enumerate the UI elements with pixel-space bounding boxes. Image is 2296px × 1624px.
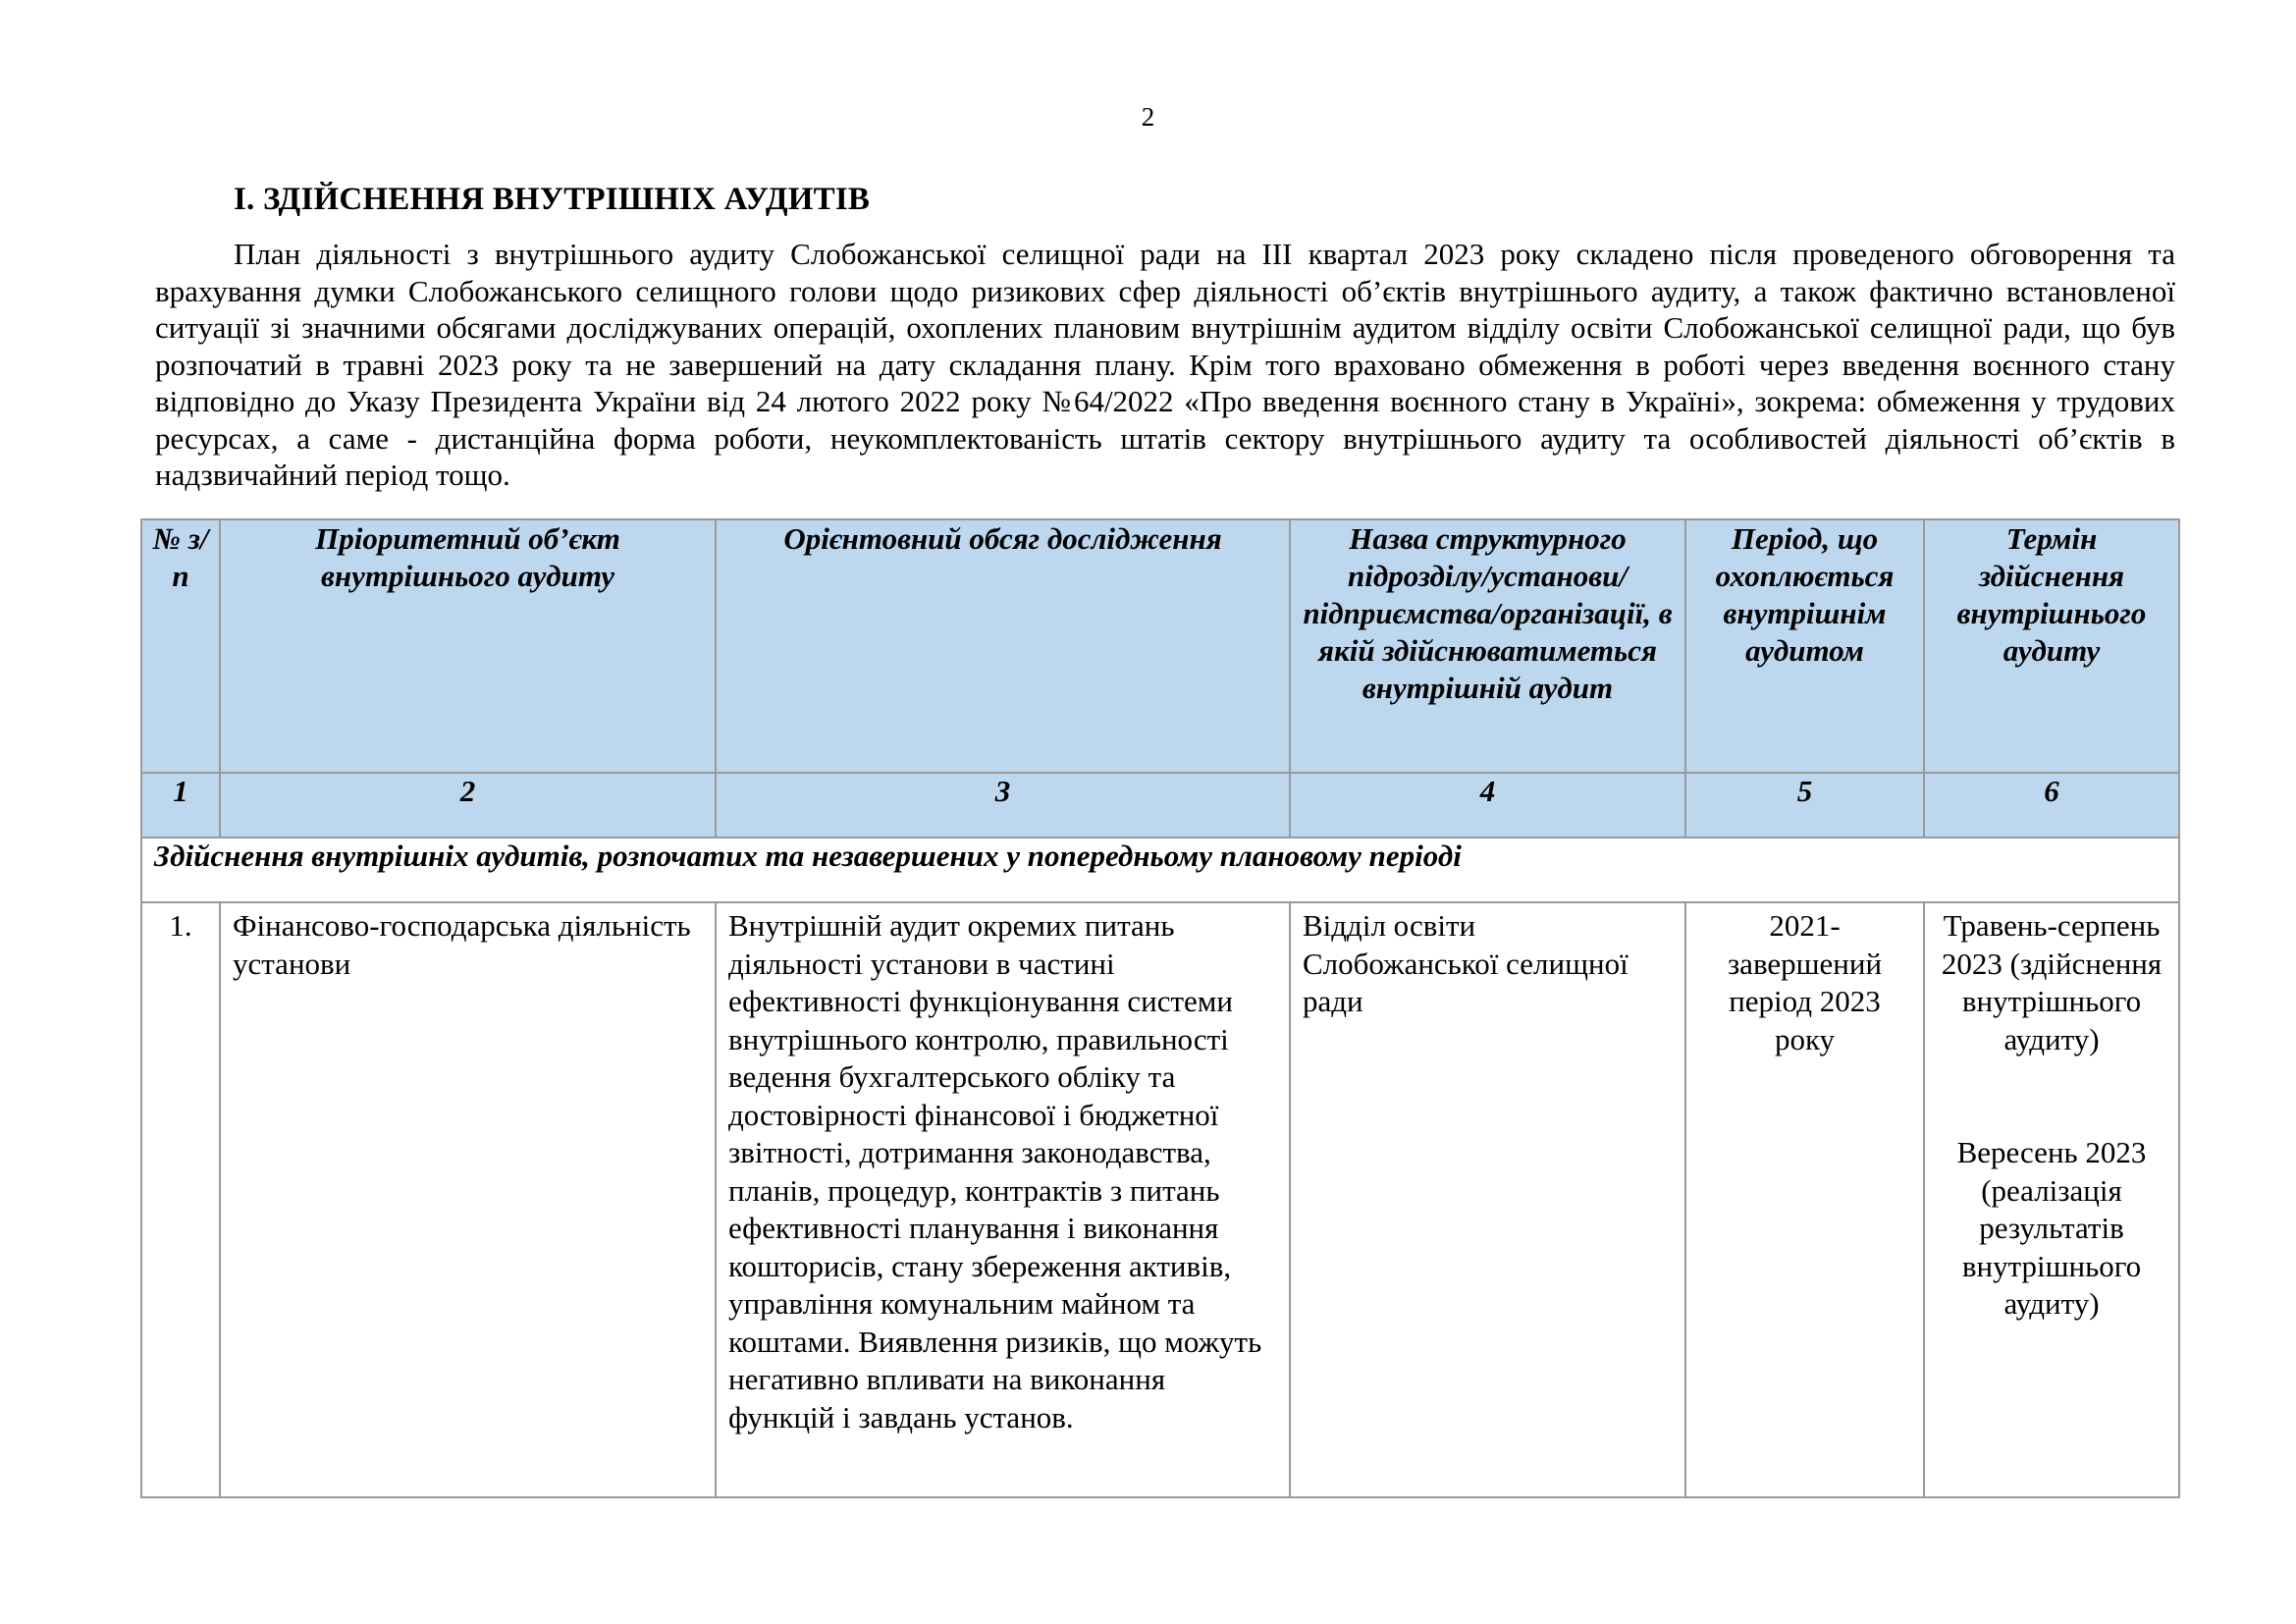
header-cell-object: Пріоритетний об’єкт внутрішнього аудиту [220,519,716,773]
term-implementation: Вересень 2023 (реалізація результатів внутрішнього аудиту) [1956,1135,2147,1321]
header-cell-period: Період, що охоплюється внутрішнім аудитом [1685,519,1924,773]
header-cell-scope: Орієнтовний обсяг дослідження [716,519,1290,773]
header-cell-number: № з/п [141,519,220,773]
audit-plan-table [140,518,2180,1498]
column-number: 4 [1290,773,1685,838]
column-number: 3 [716,773,1290,838]
row-unit: Відділ освіти Слобожанської селищної ради [1290,902,1685,1497]
column-number-row [141,773,2179,838]
table-row [141,902,2179,1497]
group-title: Здійснення внутрішніх аудитів, розпочатих та незавершених у попередньому плановому періоді [141,838,2179,902]
row-term [1924,902,2179,1497]
row-scope: Внутрішній аудит окремих питань діяльності установи в частині ефективності функціонування системи внутрішнього контролю, правильності ведення бухгалтерського обліку та достовірності фінансової і бюджетної звітності, дотримання законодавства, планів, процедур, контрактів з питань ефективності планування і виконання кошторисів, стану збереження активів, управління комунальним майном та коштами. Виявлення ризиків, що можуть негативно впливати на виконання функцій і завдань установ. [716,902,1290,1497]
group-title-row [141,838,2179,902]
term-spacer [1937,1058,2166,1134]
section-title: І. ЗДІЙСНЕННЯ ВНУТРІШНІХ АУДИТІВ [234,182,871,217]
row-period: 2021-завершений період 2023 року [1685,902,1924,1497]
header-cell-term: Термін здійснення внутрішнього аудиту [1924,519,2179,773]
row-object: Фінансово-господарська діяльність установи [220,902,716,1497]
column-number: 1 [141,773,220,838]
page-number: 2 [1141,102,1155,132]
table-header-row [141,519,2179,773]
column-number: 2 [220,773,716,838]
column-number: 6 [1924,773,2179,838]
intro-paragraph: План діяльності з внутрішнього аудиту Слобожанської селищної ради на ІІІ квартал 2023 року складено після проведеного обговорення та врахування думки Слобожанського селищного голови щодо ризикових сфер діяльності об’єктів внутрішнього аудиту, а також фактично встановленої ситуації зі значними обсягами досліджуваних операцій, охоплених плановим внутрішнім аудитом відділу освіти Слобожанської селищної ради, що був розпочатий в травні 2023 року та не завершений на дату складання плану. Крім того враховано обмеження в роботі через введення воєнного стану відповідно до Указу Президента України від 24 лютого 2022 року №64/2022 «Про введення воєнного стану в Україні», зокрема: обмеження у трудових ресурсах, а саме - дистанційна форма роботи, неукомплектованість штатів сектору внутрішнього аудиту та особливостей діяльності об’єктів в надзвичайний період тощо. [155,237,2175,492]
row-number: 1. [141,902,220,1497]
header-cell-unit: Назва структурного підрозділу/установи/ підприємства/організації, в якій здійснюватиметься внутрішній аудит [1290,519,1685,773]
column-number: 5 [1685,773,1924,838]
term-audit: Травень-серпень 2023 (здійснення внутрішнього аудиту) [1941,908,2163,1056]
